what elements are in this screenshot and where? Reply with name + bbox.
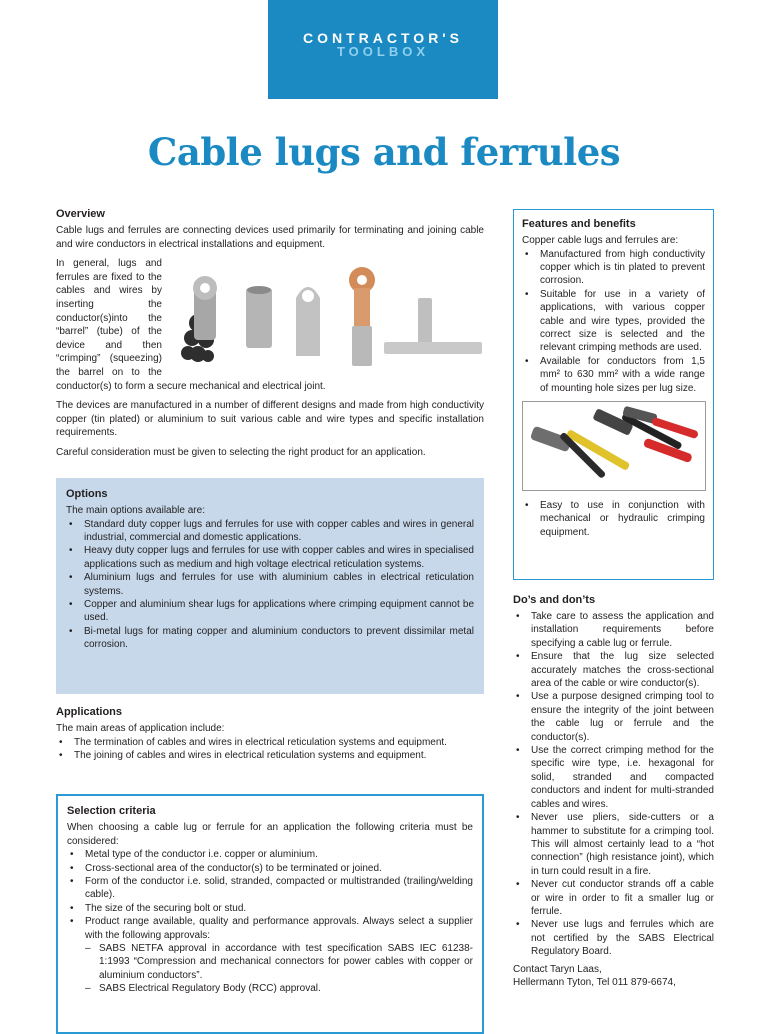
list-item: • Take care to assess the application and installation requirements before specifying a cable lug or ferrule. (516, 611, 714, 649)
features-and-benefits-box (513, 209, 714, 580)
list-item: • The joining of cables and wires in electrical reticulation systems and equipment. (59, 750, 427, 761)
overview-heading: Overview (56, 208, 105, 220)
banner-subtitle: TOOLBOX (336, 44, 430, 59)
list-item: • The size of the securing bolt or stud. (70, 902, 247, 914)
dos-and-donts-section (513, 594, 714, 990)
contractors-toolbox-banner (268, 0, 498, 99)
crimping-tools-photo (522, 401, 706, 491)
overview-section (56, 208, 484, 460)
applications-list (56, 736, 484, 763)
overview-paragraph-1: Cable lugs and ferrules are connecting devices used primarily for terminating and joining cable and wire conductors in electrical installations and equipment. (56, 225, 484, 250)
selection-heading: Selection criteria (67, 805, 156, 817)
list-item: • Cross-sectional area of the conductor(s) to be terminated or joined. (70, 862, 382, 874)
features-intro: Copper cable lugs and ferrules are: (522, 235, 679, 246)
options-box (56, 478, 484, 694)
list-item: • Ensure that the lug size selected accurately matches the cross-sectional area of the cable or wire conductor(s). (516, 651, 714, 690)
list-item: – SABS NETFA approval in accordance with test specification SABS IEC 61238-1:1993 “Compression and mechanical connectors for power cables with copper or aluminium conductors”. (85, 943, 473, 981)
list-item: • Metal type of the conductor i.e. copper or aluminium. (70, 849, 318, 861)
features-heading: Features and benefits (522, 218, 636, 230)
selection-criteria-box (56, 794, 484, 1034)
list-item: • Suitable for use in a variety of applications, with various copper cable and wire types, provided the correct size is selected and the relevant crimping methods are used. (525, 288, 705, 354)
approvals-sublist (67, 942, 473, 996)
selection-intro: When choosing a cable lug or ferrule for an application the following criteria must be considered: (67, 822, 473, 847)
dos-heading: Do’s and don’ts (513, 594, 596, 606)
list-item: • Aluminium lugs and ferrules for use with aluminium cables in electrical reticulation systems. (69, 572, 474, 597)
options-intro: The main options available are: (66, 505, 205, 516)
list-item: • Bi-metal lugs for mating copper and aluminium conductors to prevent dissimilar metal corrosion. (69, 625, 474, 651)
contact-name: Contact Taryn Laas, (513, 963, 602, 975)
list-item: • Form of the conductor i.e. solid, stranded, compacted or multistranded (trailing/welding cable). (70, 876, 473, 901)
selection-list (67, 848, 473, 942)
banner-title: CONTRACTOR'S (303, 30, 463, 46)
features-list-continued (522, 499, 705, 539)
page-title: Cable lugs and ferrules (147, 130, 621, 174)
applications-section (56, 706, 484, 762)
contact-details: Hellermann Tyton, Tel 011 879-6674, (513, 977, 676, 989)
list-item: • Use the correct crimping method for the specific wire type, i.e. hexagonal for solid, stranded and compacted conductors and indent for multi-stranded cables and wires. (516, 745, 714, 810)
list-item: • Manufactured from high conductivity copper which is tin plated to prevent corrosion. (525, 248, 705, 287)
overview-paragraph-3: The devices are manufactured in a number of different designs and made from high conductivity copper (tin plated) or aluminium to suit various cable and wire types and specific installation requirements. (56, 400, 484, 439)
list-item: • Never cut conductor strands off a cable or wire in order to fit a smaller lug or ferrule. (516, 879, 714, 917)
dos-list (513, 610, 714, 959)
list-item: – SABS Electrical Regulatory Body (RCC) approval. (85, 983, 321, 995)
list-item: • Never use pliers, side-cutters or a hammer to substitute for a crimping tool. This will almost certainly lead to a “hot connection” (high resistance joint), which in turn could result in a fire. (516, 812, 714, 877)
lugs-and-ferrules-photo (168, 258, 484, 376)
options-heading: Options (66, 488, 108, 500)
overview-paragraph-4: Careful consideration must be given to selecting the right product for an application. (56, 446, 426, 458)
applications-heading: Applications (56, 706, 123, 718)
list-item: • Standard duty copper lugs and ferrules for use with copper cables and wires in general industrial, commercial and domestic applications. (69, 518, 474, 543)
list-item: • Use a purpose designed crimping tool to ensure the integrity of the joint between the cable lug or ferrule and the conductor(s). (516, 691, 714, 743)
list-item: • Available for conductors from 1,5 mm² to 630 mm² with a wide range of mounting hole sizes per lug size. (525, 355, 705, 394)
options-list (66, 518, 474, 652)
applications-intro: The main areas of application include: (56, 723, 225, 734)
list-item: • Heavy duty copper lugs and ferrules for use with copper cables and wires in specialised applications such as medium and high voltage electrical reticulation systems. (69, 545, 474, 570)
list-item: • Product range available, quality and performance approvals. Always select a supplier with the following approvals: (70, 916, 473, 941)
features-list (522, 248, 705, 395)
list-item: • Easy to use in conjunction with mechanical or hydraulic crimping equipment. (525, 500, 705, 538)
list-item: • The termination of cables and wires in electrical reticulation systems and equipment. (59, 736, 447, 748)
overview-paragraph-2: In general, lugs and ferrules are fixed to the cables and wires by inserting the conductor(s)into the “barrel” (tube) of the device and then “crimping” (squeezing) the barrel on to the conductor(s) to form a secure mechanical and electrical joint. (56, 258, 326, 392)
list-item: • Copper and aluminium shear lugs for applications where crimping equipment cannot be used. (69, 599, 474, 624)
list-item: • Never use lugs and ferrules which are not certified by the SABS Electrical Regulatory Board. (516, 919, 714, 958)
